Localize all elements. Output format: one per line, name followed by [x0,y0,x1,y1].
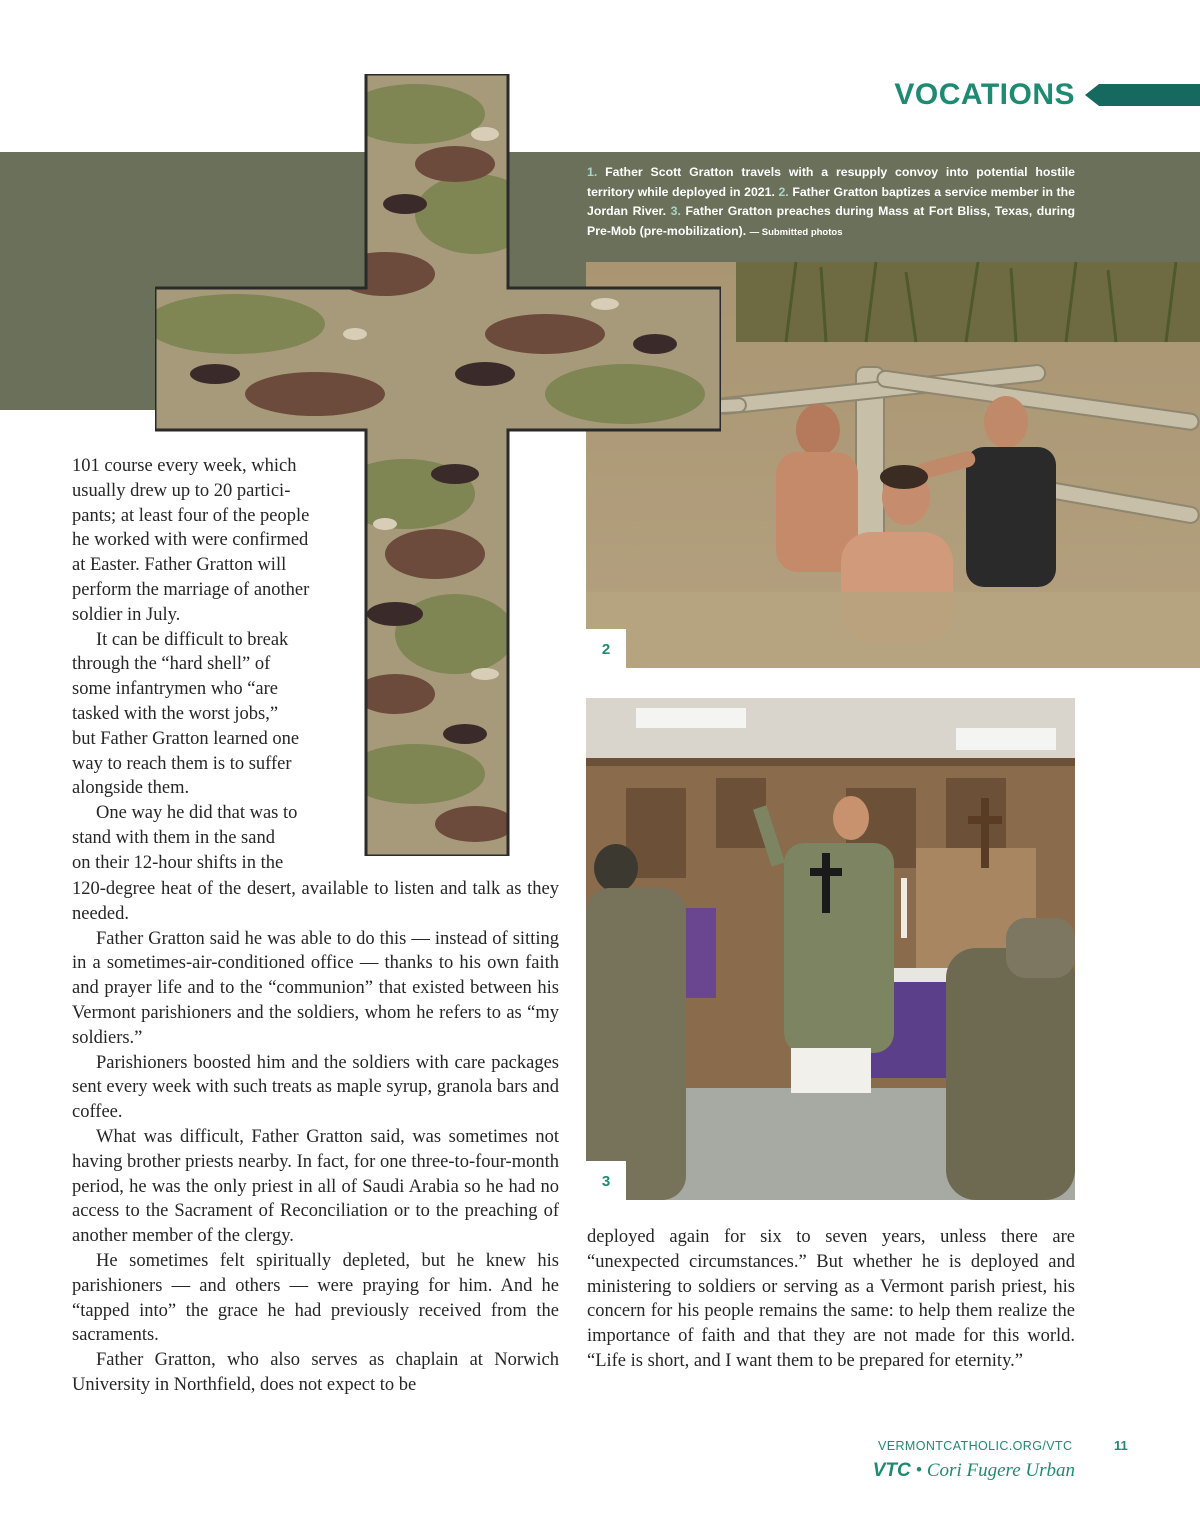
article-line: he worked with were confirmed [72,530,309,551]
article-column-narrow [72,454,362,876]
article-line: 101 course every week, which [72,456,297,476]
paragraph: Parishioners boosted him and the soldiers with care packages sent every week with such treats as maple syrup, granola bars and coffee. [72,1052,560,1123]
paragraph: Father Gratton, who also serves as chaplain at Norwich University in Northfield, does not expect to be [72,1350,559,1395]
caption-number-2: 2. [778,184,789,199]
caption-text-1: Father Scott Gratton travels with a resupply convoy into potential hostile territory while deployed in 2021. [587,165,1075,199]
paragraph: 120-degree heat of the desert, available to listen and talk as they needed. [72,879,559,924]
article-line: pants; at least four of the people [72,505,310,526]
paragraph: He sometimes felt spiritually depleted, but he knew his parishioners — and others — were praying for him. And he “tapped into” the grace he had previously received from the sacraments. [72,1250,559,1346]
article-line: alongside them. [72,778,190,799]
paragraph: deployed again for six to seven years, unless there are “unexpected circumstances.” But whether he is deployed and ministering to soldiers or serving as a Vermont parish priest, his concern for his people remains the same: to help them realize the importance of faith and that they are not made for this world. “Life is short, and I want them to be prepared for eternity.” [587,1227,1075,1371]
narrow-lines [72,454,362,876]
article-column-left [72,877,559,1398]
photo-3-number: 3 [586,1161,626,1201]
footer-url: VERMONTCATHOLIC.ORG/VTC [878,1439,1073,1453]
byline [873,1460,1075,1482]
article-line: soldier in July. [72,604,181,625]
article-line: on their 12-hour shifts in the [72,852,284,873]
page-number: 11 [1114,1438,1128,1453]
article-line: at Easter. Father Gratton will [72,555,287,576]
article-line: but Father Gratton learned one [72,728,300,749]
article-line: tasked with the worst jobs,” [72,703,279,724]
article-line: perform the marriage of another [72,579,310,600]
article-line: way to reach them is to suffer [72,753,292,774]
article-line: stand with them in the sand [72,827,275,848]
article-line: some infantrymen who “are [72,679,278,700]
byline-org: VTC [872,1460,911,1481]
paragraph: Father Gratton said he was able to do this — instead of sitting in a sometimes-air-conditioned office — thanks to his own faith and prayer life and to the “communion” that existed between his Vermont parishioners and the soldiers, whom he refers to as “my soldiers.” [72,928,559,1048]
caption-text-3: Father Gratton preaches during Mass at Fort Bliss, Texas, during Pre-Mob (pre-mobilization). [587,204,1076,238]
caption-text-2: Father Gratton baptizes a service member in the Jordan River. [587,184,1075,218]
section-arrow-icon [1085,84,1200,106]
article-line: usually drew up to 20 partici- [72,480,291,501]
article-column-right [587,1225,1075,1374]
section-title: VOCATIONS [894,78,1075,111]
caption-number-1: 1. [587,165,598,179]
photo-credit: — Submitted photos [749,226,843,238]
article-line: One way he did that was to [96,803,298,824]
caption-number-3: 3. [670,204,681,218]
byline-author: Cori Fugere Urban [926,1460,1075,1481]
article-line: It can be difficult to break [96,629,289,650]
photo-2-number: 2 [586,629,626,669]
byline-separator: • [910,1460,927,1481]
article-line: through the “hard shell” of [72,654,271,675]
paragraph: What was difficult, Father Gratton said, was sometimes not having brother priests nearby. In fact, for one three-to-four-month period, he was the only priest in all of Saudi Arabia so he had no access to the Sacrament of Reconciliation or to the preaching of another member of the clergy. [72,1126,559,1247]
